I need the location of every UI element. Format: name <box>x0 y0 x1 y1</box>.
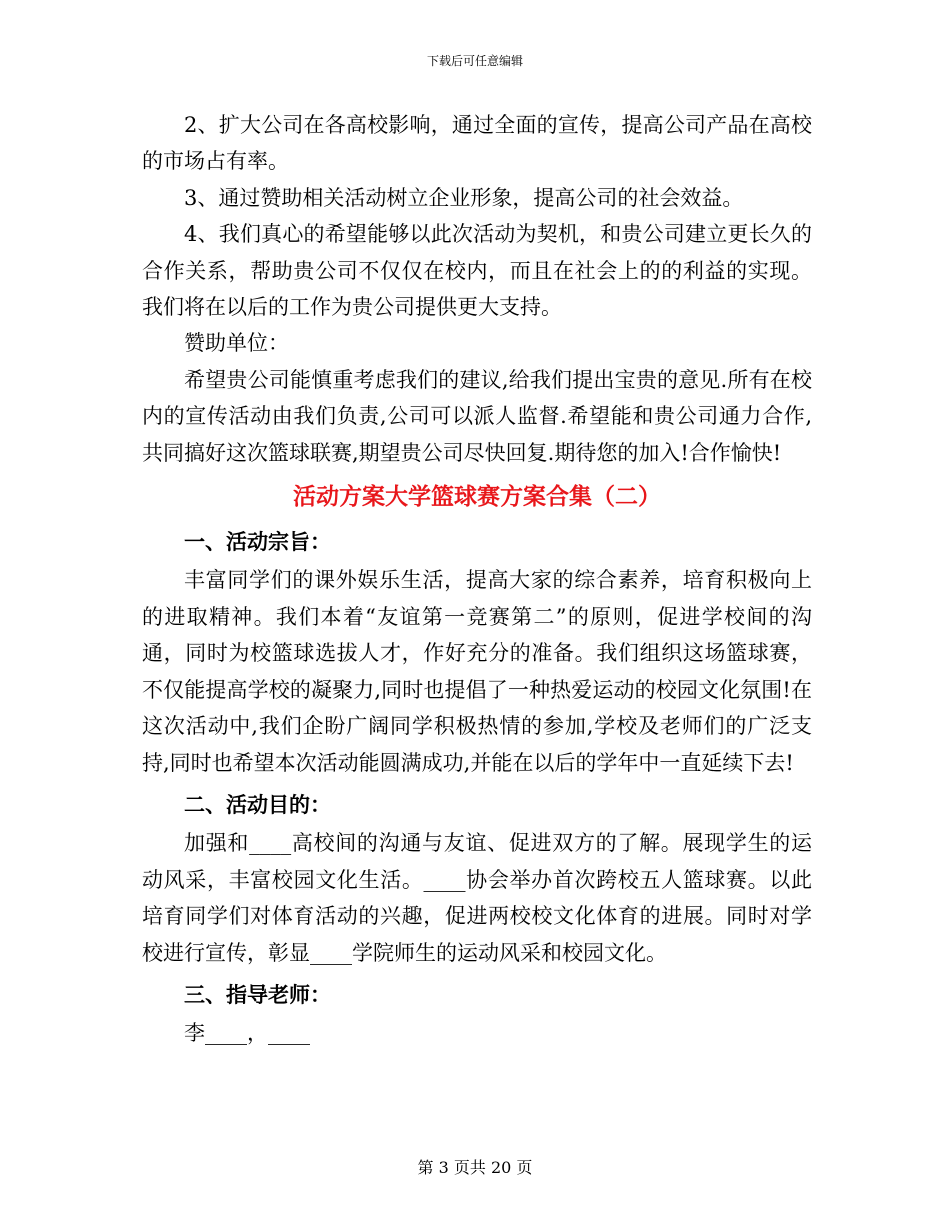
page-footer: 第 3 页共 20 页 <box>417 1158 533 1177</box>
page-header: 下载后可任意编辑 <box>426 54 523 68</box>
document-body <box>142 107 812 1052</box>
paragraph-3: 3、通过赞助相关活动树立企业形象，提高公司的社会效益。 <box>184 185 744 210</box>
document-title: 活动方案大学篮球赛方案合集（二） <box>293 483 661 511</box>
paragraph-4: 4、我们真心的希望能够以此次活动为契机，和贵公司建立更长久的合作关系，帮助贵公司不仅仅在校内，而且在社会上的的利益的实现。我们将在以后的工作为贵公司提供更大支持。 <box>142 222 812 320</box>
paragraph-2: 2、扩大公司在各高校影响，通过全面的宣传，提高公司产品在高校的市场占有率。 <box>142 113 812 174</box>
section-heading-purpose: 一、活动宗旨： <box>184 529 331 555</box>
sponsor-label: 赞助单位： <box>184 331 289 356</box>
section-heading-advisor: 三、指导老师： <box>184 981 331 1007</box>
section-heading-goal: 二、活动目的： <box>184 791 331 817</box>
closing-paragraph: 希望贵公司能慎重考虑我们的建议,给我们提出宝贵的意见.所有在校内的宣传活动由我们负责,公司可以派人监督.希望能和贵公司通力合作,共同搞好这次篮球联赛,期望贵公司尽快回复.期待您的加入!合作愉快! <box>142 367 812 465</box>
section-body-advisor: 李____，____ <box>184 1021 310 1046</box>
section-body-goal: 加强和____高校间的沟通与友谊、促进双方的了解。展现学生的运动风采，丰富校园文化生活。____协会举办首次跨校五人篮球赛。以此培育同学们对体育活动的兴趣，促进两校校文化体育的进展。同时对学校进行宣传，彰显____学院师生的运动风采和校园文化。 <box>142 831 812 965</box>
section-body-purpose: 丰富同学们的课外娱乐生活，提高大家的综合素养，培育积极向上的进取精神。我们本着“友谊第一竞赛第二”的原则，促进学校间的沟通，同时为校篮球选拔人才，作好充分的准备。我们组织这场篮球赛，不仅能提高学校的凝聚力,同时也提倡了一种热爱运动的校园文化氛围!在这次活动中,我们企盼广阔同学积极热情的参加,学校及老师们的广泛支持,同时也希望本次活动能圆满成功,并能在以后的学年中一直延续下去! <box>142 568 812 775</box>
